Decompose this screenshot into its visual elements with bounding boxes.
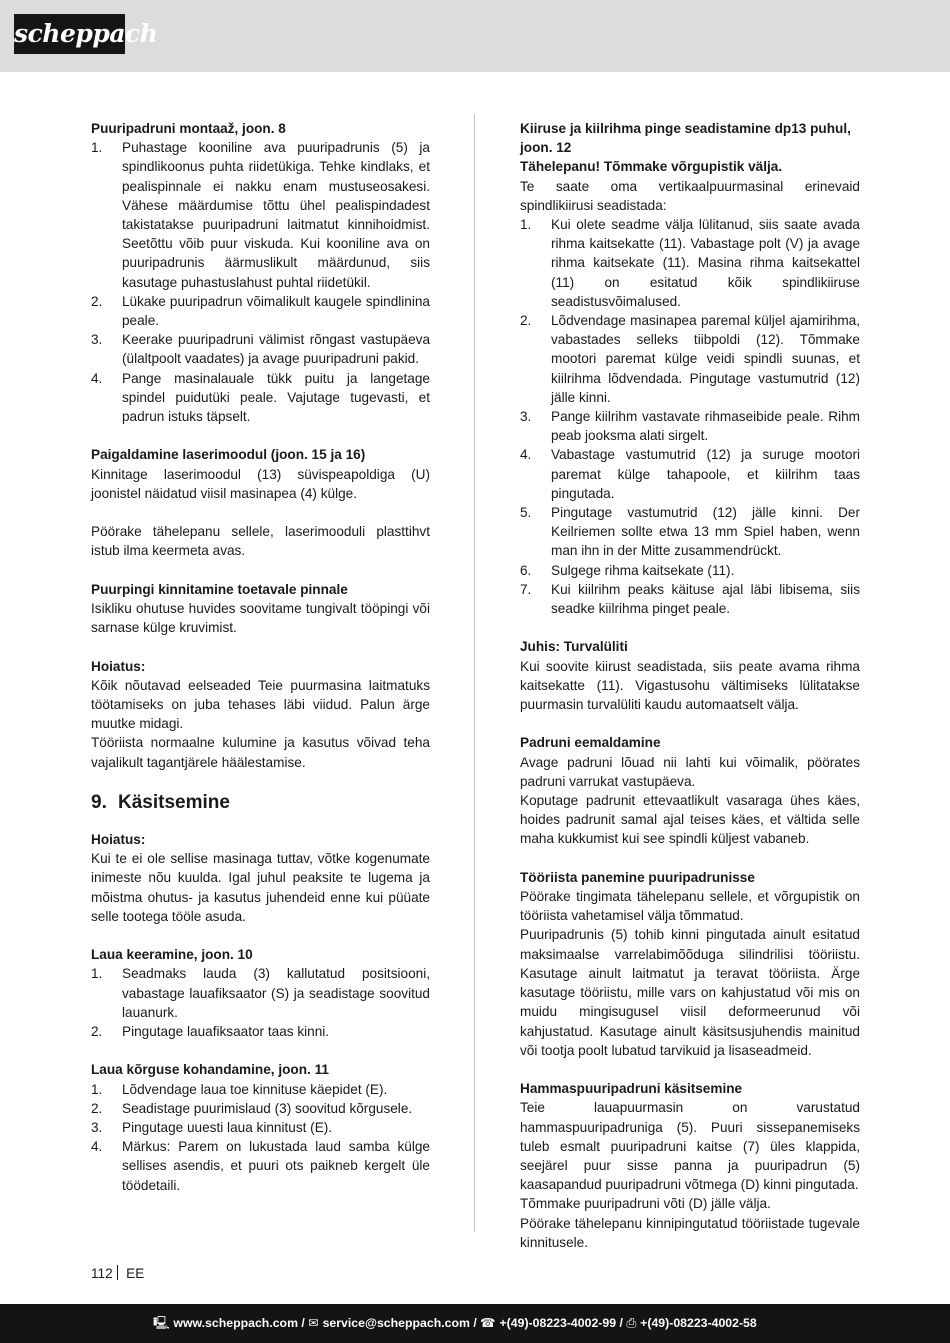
laser-install-section (91, 445, 430, 503)
list-text: Lükake puuripadrun võimalikult kaugele spindlinina peale. (122, 293, 430, 329)
list-text: Keerake puuripadruni välimist rõngast vastupäeva (ülaltpoolt vaadates) ja avage puuripadruni pakid. (122, 332, 430, 367)
list-text: Puhastage kooniline ava puuripadrunis (5) ja spindlikoonus puhta riidetükiga. Tehke kindlaks, et pealispinnale ei nakku enam mustuseosakesi. Vähese määrdumise tõttu ühel pealispindadest takistatakse puuripadruni laitmatut kinnihoidmist. Seetõttu võib puur viskuda. Kui kooniline ava on puuripadrunis äärmuslikult määrdunud, siis kasutage puhastuslahust puhtal riidetükil. (122, 140, 430, 290)
list-number: 3. (520, 409, 532, 425)
left-column (91, 119, 430, 1214)
warning-heading: Hoiatus: (91, 658, 146, 674)
gear-chuck-section (520, 1079, 860, 1252)
speed-belt-section (520, 119, 860, 618)
section-heading: Hammaspuuripadruni käsitsemine (520, 1081, 743, 1097)
list-number: 4. (91, 1139, 103, 1155)
page-info (91, 1265, 144, 1283)
paragraph: Kui te ei ole sellise masinaga tuttav, võtke kogenumate inimeste nõu kuulda. Igal juhul peaksite te lugema ja mõistma ohutus- ja kasutus juhendeid enne kui püüate selle tootega tööle asuda. (91, 851, 430, 924)
paragraph: Teie lauapuurmasin on varustatud hammaspuuripadruniga (5). Puuri sissepanemiseks tuleb esmalt puuripadruni kaitse (7) üles klappida, seejärel puur sisse panna ja puuripadrun (5) kaasapandud puuripadruni võtmega (D) kinni pingutada. (520, 1100, 860, 1193)
paragraph: Isikliku ohutuse huvides soovitame tungivalt tööpingi või sarnase külge kruvimist. (91, 601, 430, 636)
chapter-title (91, 791, 430, 815)
right-column (520, 119, 860, 1271)
fax-icon: ⎙ (626, 1316, 637, 1330)
footer-fax: +(49)-08223-4002-58 (640, 1316, 757, 1330)
list-number: 2. (91, 1100, 103, 1116)
phone-icon: ☎ (480, 1316, 496, 1330)
list-number: 1. (91, 1081, 103, 1097)
list-text: Vabastage vastumutrid (12) ja suruge mootori paremat külge tahapoole, et kiilrihm taas pingutada. (551, 447, 860, 501)
laser-note-section (91, 522, 430, 560)
list-item (520, 561, 860, 580)
list-text: Pange kiilrihm vastavate rihmaseibide peale. Rihm peab jooksma alati sirgelt. (551, 409, 860, 444)
section-heading: Puuripadruni montaaž, joon. 8 (91, 121, 286, 136)
paragraph: Tõmmake puuripadruni võti (D) jälle välja. (520, 1196, 771, 1212)
paragraph: Te saate oma vertikaalpuurmasinal erinevaid spindlikiirusi seadistada: (520, 178, 860, 213)
footer-contacts (153, 1304, 757, 1343)
list-text: Seadmaks lauda (3) kallutatud positsiooni, vabastage lauafiksaator (S) ja seadistage soovitud lauanurk. (122, 966, 430, 1020)
paragraph: Avage padruni lõuad nii lahti kui võimalik, pöörates padruni varrukat vastupäeva. (520, 754, 860, 789)
list-text: Pange masinalauale tükk puitu ja langetage spindel puidutüki peale. Vajutage tugevasti, et padrun istuks täpselt. (122, 370, 430, 425)
list-number: 3. (91, 332, 103, 348)
warning-section (91, 830, 430, 926)
list-number: 1. (91, 966, 103, 982)
paragraph: Kõik nõutavad eelseaded Teie puurmasina laitmatuks töötamiseks on juba tehases läbi viidud. Palun ärge muutke midagi. (91, 677, 430, 732)
mail-icon: ✉ (308, 1316, 319, 1330)
safety-switch-section (520, 637, 860, 714)
list-text: Lõdvendage laua toe kinnituse käepidet (E). (122, 1081, 388, 1097)
paragraph: Puuripadrunis (5) tohib kinni pingutada ainult esitatud maksimaalse varrelabimõõduga silindrilisi tööriistu. Kasutage ainult laitmatut ja teravat tööriista. Ärge kasutage tööriistu, mille vars on kahjustatud või mis on muidu mingisugusel viisil deformeerunud või kahjustatud. Kasutage ainult käsitsusjuhendis mainitud või tootja poolt lubatud tarvikuid ja lisaseadmeid. (520, 927, 860, 1058)
warning-section (91, 657, 430, 772)
list-item (520, 580, 860, 618)
section-heading: Kiiruse ja kiilrihma pinge seadistamine dp13 puhul, joon. 12 (520, 121, 851, 156)
list-text: Märkus: Parem on lukustada laud samba külge sellises asendis, et puuri ots paikneb kergelt üle töödetaili. (122, 1139, 430, 1193)
list-text: Sulgege rihma kaitsekate (11). (551, 562, 735, 578)
chuck-remove-section (520, 733, 860, 848)
list-number: 1. (520, 217, 532, 233)
list-number: 6. (520, 562, 532, 578)
list-number: 7. (520, 581, 532, 597)
section-heading: Padruni eemaldamine (520, 735, 661, 751)
list-item (91, 1137, 430, 1195)
paragraph: Pöörake tingimata tähelepanu sellele, et võrgupistik on tööriista vahetamisel välja tõmmatud. (520, 889, 860, 924)
section-heading: Laua kõrguse kohandamine, joon. 11 (91, 1062, 329, 1078)
section-heading: Tööriista panemine puuripadrunisse (520, 869, 755, 885)
chuck-mount-section (91, 119, 430, 426)
paragraph: Pöörake tähelepanu kinnipingutatud tööriistade tugevale kinnitusele. (520, 1215, 860, 1250)
footer-web[interactable]: www.scheppach.com / (173, 1316, 305, 1330)
footer-phone: +(49)-08223-4002-99 / (499, 1316, 623, 1330)
paragraph: Kui soovite kiirust seadistada, siis peate avama rihma kaitsekatte (11). Vigastusohu vältimiseks lülitatakse puurmasin turvalüliti kaudu automaatselt välja. (520, 658, 860, 713)
warning-heading: Hoiatus: (91, 832, 146, 848)
paragraph: Tööriista normaalne kulumine ja kasutus võivad teha vajalikult tagantjärele häälestamise. (91, 735, 430, 770)
page-separator (117, 1265, 119, 1280)
list-item (91, 1022, 430, 1041)
paragraph: Koputage padrunit ettevaatlikult vasaraga ühes käes, hoides padrunit samal ajal teises käes, et vältida selle maha kukkumist kui see spindli küljest vabaneb. (520, 793, 860, 847)
list-item (91, 964, 430, 1022)
list-item (520, 445, 860, 503)
list-item (520, 311, 860, 407)
tool-insert-section (520, 868, 860, 1060)
list-number: 3. (91, 1120, 103, 1136)
section-heading: Puurpingi kinnitamine toetavale pinnale (91, 581, 348, 597)
footer-email[interactable]: service@scheppach.com / (322, 1316, 477, 1330)
list-text: Seadistage puurimislaud (3) soovitud kõrgusele. (122, 1100, 413, 1116)
page-number: 112 (91, 1266, 113, 1281)
list-item (91, 138, 430, 292)
list-item (91, 369, 430, 427)
attention-heading: Tähelepanu! Tõmmake võrgupistik välja. (520, 159, 783, 175)
list-text: Lõdvendage masinapea paremal küljel ajamirihma, vabastades selleks tiibpoldi (12). Tõmmake mootori paremat külge veidi spindli suunas, et kiilrihma lõdvendada. Pingutage vastumutrid (12) jälle kinni. (551, 313, 860, 405)
section-heading: Juhis: Turvalüliti (520, 639, 628, 655)
list-item (520, 215, 860, 311)
computer-icon: 🖳 (153, 1316, 170, 1330)
list-item (520, 503, 860, 561)
list-item (91, 330, 430, 368)
list-text: Kui olete seadme välja lülitanud, siis saate avada rihma kaitsekatte (11). Vabastage polt (V) ja avage rihma kaitsekate (11). Masina rihma kaitsekattel (11) on esitatud kõik spindlikiiruse seadistusvõimalused. (551, 217, 860, 309)
list-number: 2. (520, 313, 532, 329)
list-number: 5. (520, 505, 532, 521)
list-number: 1. (91, 140, 103, 156)
list-item (91, 1099, 430, 1118)
paragraph: Pöörake tähelepanu sellele, laserimooduli plasttihvt istub ilma keermeta avas. (91, 524, 430, 559)
list-number: 4. (91, 370, 103, 386)
list-text: Pingutage uuesti laua kinnitust (E). (122, 1120, 333, 1136)
chapter-title-text: Käsitsemine (118, 792, 230, 814)
list-item (520, 407, 860, 445)
list-text: Pingutage lauafiksaator taas kinni. (122, 1024, 330, 1040)
language-code: EE (126, 1266, 145, 1281)
column-divider (474, 114, 475, 1232)
section-heading: Paigaldamine laserimoodul (joon. 15 ja 16) (91, 447, 366, 463)
brand-logo: scheppach (14, 14, 125, 54)
chapter-number: 9. (91, 792, 107, 814)
list-item (91, 1080, 430, 1099)
list-number: 2. (91, 293, 103, 309)
list-item (91, 1118, 430, 1137)
table-height-section (91, 1060, 430, 1194)
list-number: 2. (91, 1024, 103, 1040)
list-number: 4. (520, 447, 532, 463)
paragraph: Kinnitage laserimoodul (13) süvispeapoldiga (U) joonistel näidatud viisil masinapea (4) külge. (91, 466, 430, 501)
list-item (91, 292, 430, 330)
footer-bar (0, 1304, 950, 1343)
list-text: Pingutage vastumutrid (12) jälle kinni. Der Keilriemen sollte etwa 13 mm Spiel haben, wenn man ihn in der Mitte zusammendrückt. (551, 505, 860, 559)
section-heading: Laua keeramine, joon. 10 (91, 947, 253, 963)
bench-mount-section (91, 580, 430, 638)
table-rotate-section (91, 945, 430, 1041)
list-text: Kui kiilrihm peaks käituse ajal läbi libisema, siis seadke kiilrihma pinget peale. (551, 581, 860, 617)
